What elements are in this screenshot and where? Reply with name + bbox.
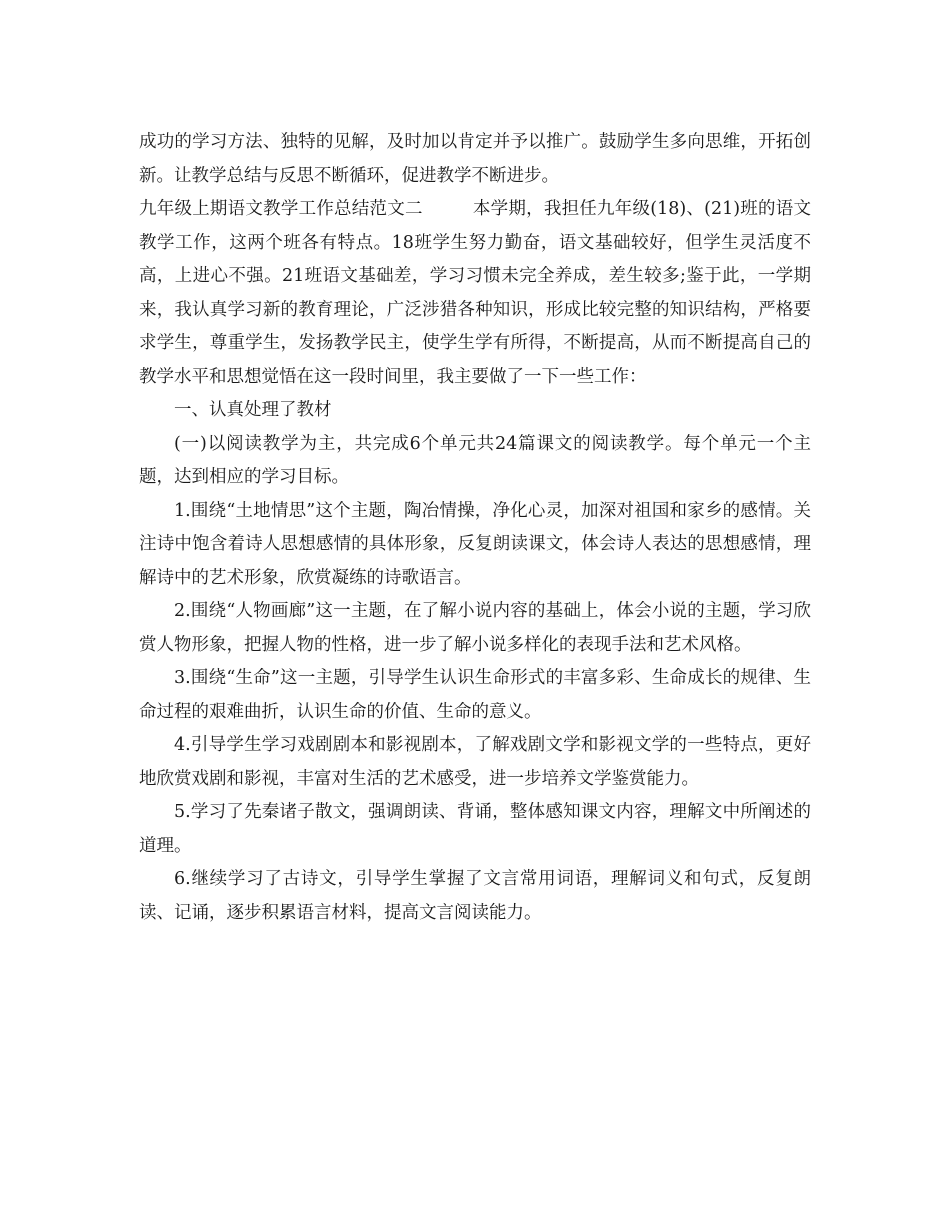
section-heading: 九年级上期语文教学工作总结范文二 xyxy=(139,199,423,219)
list-item-2: 2.围绕“人物画廊”这一主题，在了解小说内容的基础上，体会小说的主题，学习欣赏人物形象，把握人物的性格，进一步了解小说多样化的表现手法和艺术风格。 xyxy=(139,601,811,655)
section-title-materials: 一、认真处理了教材 xyxy=(174,400,332,420)
list-item-5: 5.学习了先秦诸子散文，强调朗读、背诵，整体感知课文内容，理解文中所阐述的道理。 xyxy=(139,802,811,856)
list-item-6: 6.继续学习了古诗文，引导学生掌握了文言常用词语，理解词义和句式，反复朗读、记诵，逐步积累语言材料，提高文言阅读能力。 xyxy=(139,869,811,923)
list-item-4: 4.引导学生学习戏剧剧本和影视剧本，了解戏剧文学和影视文学的一些特点，更好地欣赏戏剧和影视，丰富对生活的艺术感受，进一步培养文学鉴赏能力。 xyxy=(139,735,811,789)
paragraph-reading-teaching: (一)以阅读教学为主，共完成6个单元共24篇课文的阅读教学。每个单元一个主题，达到相应的学习目标。 xyxy=(139,433,811,487)
list-item-1: 1.围绕“土地情思”这个主题，陶冶情操，净化心灵，加深对祖国和家乡的感情。关注诗中饱含着诗人思想感情的具体形象，反复朗读课文，体会诗人表达的思想感情，理解诗中的艺术形象，欣赏凝练的诗歌语言。 xyxy=(139,500,811,588)
paragraph-continuation: 成功的学习方法、独特的见解，及时加以肯定并予以推广。鼓励学生多向思维，开拓创新。让教学总结与反思不断循环，促进教学不断进步。 xyxy=(139,132,811,186)
intro-text: 本学期，我担任九年级(18)、(21)班的语文教学工作，这两个班各有特点。18班学生努力勤奋，语文基础较好，但学生灵活度不高，上进心不强。21班语文基础差，学习习惯未完全养成，差生较多;鉴于此，一学期来，我认真学习新的教育理论，广泛涉猎各种知识，形成比较完整的知识结构，严格要求学生，尊重学生，发扬教学民主，使学生学有所得，不断提高，从而不断提高自己的教学水平和思想觉悟在这一段时间里，我主要做了一下一些工作： xyxy=(139,199,811,387)
document-body xyxy=(139,126,811,930)
list-item-3: 3.围绕“生命”这一主题，引导学生认识生命形式的丰富多彩、生命成长的规律、生命过程的艰难曲折，认识生命的价值、生命的意义。 xyxy=(139,668,811,722)
paragraph-intro xyxy=(139,193,811,394)
